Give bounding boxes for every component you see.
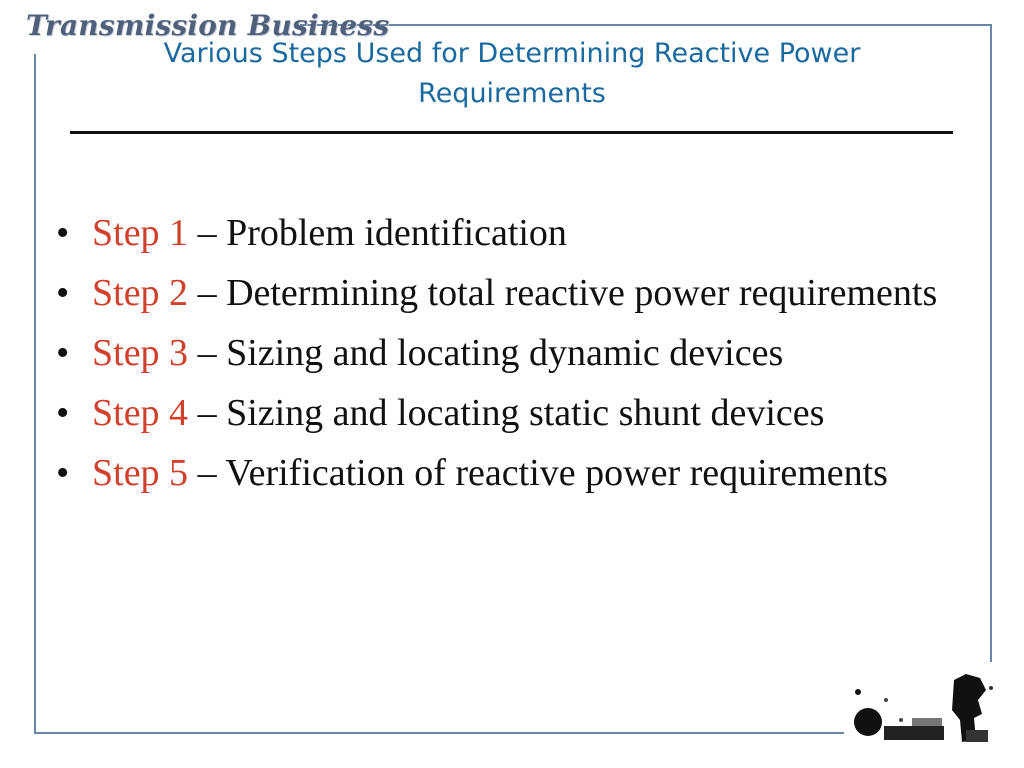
frame-bottom-line	[34, 732, 844, 734]
bullet-item	[56, 208, 956, 258]
step-text: – Problem identification	[188, 212, 567, 254]
frame-right-line	[990, 24, 992, 662]
step-label: Step 3	[92, 332, 189, 374]
step-text: – Sizing and locating dynamic devices	[188, 332, 784, 374]
step-label: Step 5	[92, 452, 189, 494]
title-divider	[70, 131, 953, 134]
bullet-item	[56, 448, 956, 498]
bullet-dot-icon: •	[56, 332, 70, 374]
bullet-dot-icon: •	[56, 452, 70, 494]
bullet-list	[56, 208, 956, 508]
step-text: – Determining total reactive power requirements	[188, 272, 938, 314]
bullet-item	[56, 268, 956, 318]
step-text: – Verification of reactive power requirements	[188, 452, 888, 494]
bullet-dot-icon: •	[56, 392, 70, 434]
step-label: Step 4	[92, 392, 189, 434]
bullet-dot-icon: •	[56, 272, 70, 314]
bullet-item	[56, 328, 956, 378]
slide-title: Various Steps Used for Determining Reactive Power Requirements	[163, 38, 861, 109]
frame-top-line	[300, 24, 990, 26]
bullet-dot-icon: •	[56, 212, 70, 254]
brand-logo-text: Transmission Business	[26, 9, 390, 42]
bullet-item	[56, 388, 956, 438]
frame-left-line	[34, 54, 36, 732]
corner-logo-icon	[846, 670, 996, 750]
step-label: Step 1	[92, 212, 189, 254]
step-label: Step 2	[92, 272, 189, 314]
step-text: – Sizing and locating static shunt devices	[188, 392, 825, 434]
